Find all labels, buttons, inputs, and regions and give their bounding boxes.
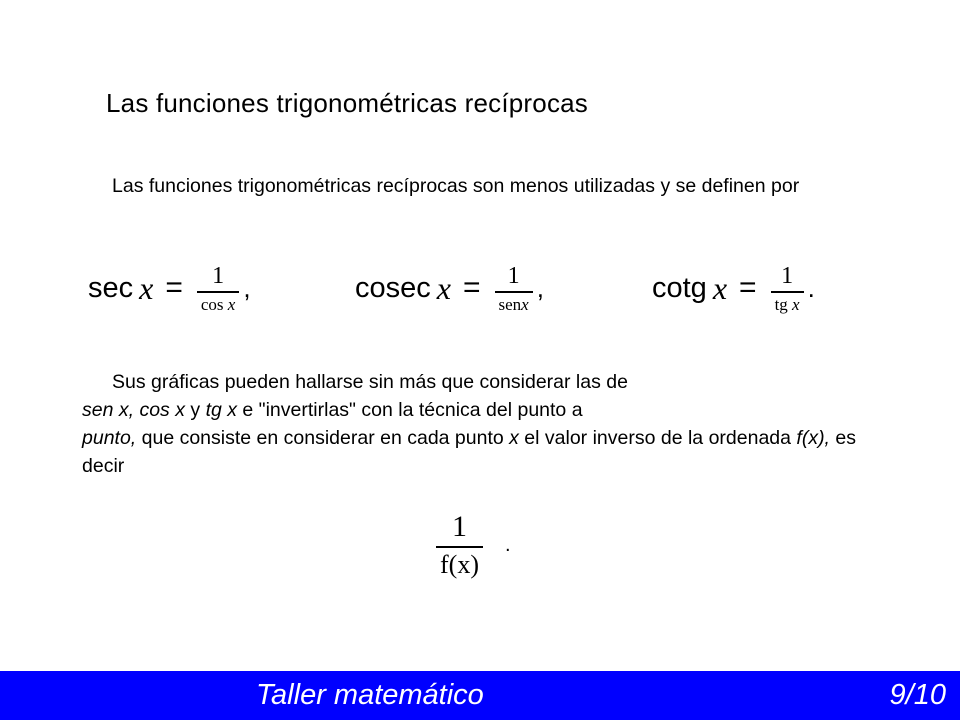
intro-paragraph	[82, 172, 882, 200]
formula-cotg-equals: =	[739, 271, 757, 304]
formula-sec	[88, 258, 251, 318]
italic-run: f(x),	[796, 427, 830, 449]
formula-sec-punct: ,	[243, 273, 251, 303]
formula-cosec-equals: =	[462, 271, 481, 304]
text-run: el valor inverso de la ordenada	[518, 427, 797, 449]
italic-run: sen x, cos x	[82, 399, 185, 421]
footer-title: Taller matemático	[256, 679, 484, 711]
formula-cosec	[355, 258, 544, 318]
formula-cosec-numerator: 1	[507, 262, 520, 289]
den-var: x	[792, 294, 800, 314]
formula-cotg-denominator	[771, 293, 804, 313]
formula-cotg-fn: cotg	[652, 271, 707, 304]
text-run: Sus gráficas pueden hallarse sin más que considerar las de	[112, 371, 628, 393]
formula-sec-numerator: 1	[212, 262, 225, 289]
formula-sec-denominator	[197, 293, 239, 313]
formula-sec-var: x	[139, 269, 154, 306]
den-var: x	[521, 294, 529, 314]
formula-cosec-fraction	[495, 264, 533, 313]
formula-cotg-numerator: 1	[781, 262, 794, 289]
den-fn: sen	[498, 294, 522, 314]
formula-sec-equals: =	[165, 271, 183, 304]
inverse-punct: .	[504, 533, 511, 556]
inverse-fraction	[436, 512, 483, 578]
formula-cotg-punct: .	[807, 273, 815, 303]
formula-cosec-denominator	[495, 293, 533, 313]
text-run: es decir	[82, 427, 856, 477]
inverse-denominator: f(x)	[440, 550, 479, 579]
page-number: 9/10	[889, 679, 946, 711]
den-fn: cos	[200, 294, 224, 314]
den-fn: tg	[774, 294, 788, 314]
formula-cotg	[652, 258, 815, 318]
text-run: e "invertirlas" con la técnica del punto a	[237, 399, 583, 421]
text-run: y	[184, 399, 206, 421]
formula-cosec-fn: cosec	[355, 271, 431, 304]
formula-sec-fn: sec	[88, 271, 134, 304]
italic-run: punto,	[82, 427, 137, 449]
formula-cosec-var: x	[436, 269, 451, 306]
inverse-formula	[436, 512, 511, 578]
footer-bar	[0, 671, 960, 720]
formula-cotg-fraction	[771, 264, 804, 313]
graphs-paragraph	[82, 368, 882, 480]
italic-run: x	[509, 427, 519, 449]
slide-title: Las funciones trigonométricas recíprocas	[106, 88, 589, 118]
text-run: que consiste en considerar en cada punto	[136, 427, 510, 449]
formula-cosec-punct: ,	[536, 273, 544, 303]
formula-sec-fraction	[197, 264, 239, 313]
intro-text: Las funciones trigonométricas recíprocas son menos utilizadas y se definen por	[112, 175, 800, 197]
formula-cotg-var: x	[712, 269, 728, 306]
italic-run: tg x	[205, 399, 237, 421]
den-var: x	[227, 294, 236, 314]
inverse-numerator: 1	[451, 510, 467, 543]
